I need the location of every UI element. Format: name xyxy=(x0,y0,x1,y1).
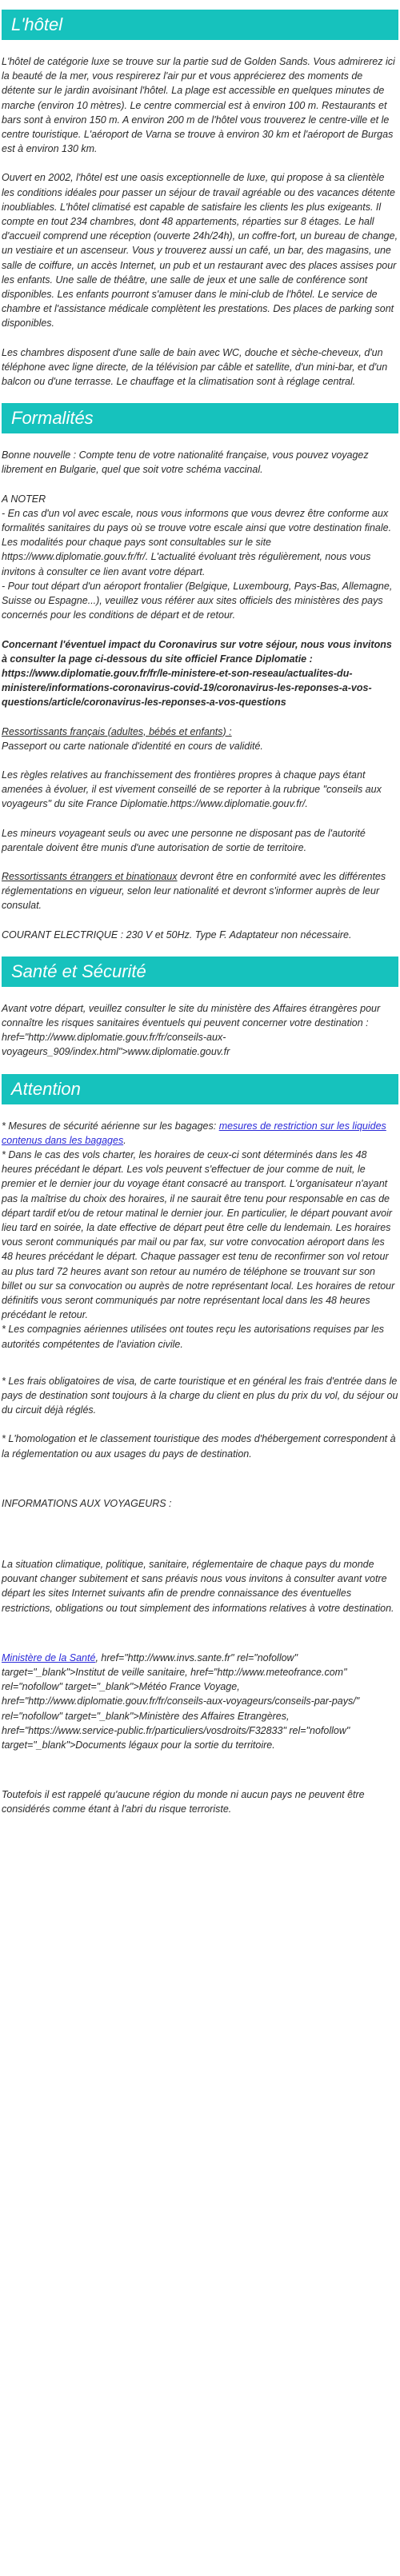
travellers-info-title: INFORMATIONS AUX VOYAGEURS : xyxy=(2,1497,172,1509)
luggage-security-prefix: * Mesures de sécurité aérienne sur les bagages: xyxy=(2,1120,219,1132)
foreign-nationals-title: Ressortissants étrangers et binationaux xyxy=(2,870,178,882)
hotel-location-paragraph: L'hôtel de catégorie luxe se trouve sur la partie sud de Golden Sands. Vous admirerez ici la beauté de la mer, vous respirerez l'air pur et vous apprécierez des moments de détente sur le jardin avoisinant l'hôtel. La plage est accessible en quelques minutes de marche (environ 10 mètres). Le centre commercial est à environ 100 m. Restaurants et bars sont à environ 150 m. A environ 200 m de l'hôtel vous trouverez le centre-ville et le centre touristique. L'aéroport de Varna se trouve à environ 30 km et l'aéroport de Burgas est à environ 130 km. xyxy=(2,56,395,155)
charter-flights-text: * Dans le cas des vols charter, les horaires de ceux-ci sont déterminés dans les 48 heures précédant le départ. Les vols peuvent s'effectuer de jour comme de nuit, le premier et le dernier jour du voyage étant consacré au transport. L'organisateur n'ayant pas la maîtrise du choix des horaires, il ne saurait être tenu pour responsable en cas de départ tardif et/ou de retour matinal le dernier jour. En particulier, le départ pouvant avoir lieu tard en soirée, la date effective de départ peut être celle du lendemain. Les horaires vous seront communiqués par mail ou par fax, sur votre convocation aéroport dans les 48 heures précédant le départ. Chaque passager est tenu de reconfirmer son vol retour au plus tard 72 heures avant son retour au numéro de téléphone se trouvant sur son billet ou sur sa convocation ou auprès de notre représentant local. Les horaires de retour définitifs vous seront communiqués par notre représentant local dans les 48 heures précédant le retour. xyxy=(2,1148,395,1321)
foreign-nationals-text: devront être en conformité avec les différentes réglementations en vigueur, selon leur nationalité et devront s'informer auprès de leur consulat. xyxy=(2,870,386,912)
electric-current: COURANT ELECTRIQUE : 230 V et 50Hz. Type F. Adaptateur non nécessaire. xyxy=(2,929,352,941)
attention-accommodation: * L'homologation et le classement touristique des modes d'hébergement correspondent à la réglementation ou aux usages du pays de destination. xyxy=(2,1433,396,1460)
useful-links xyxy=(2,1651,398,1752)
useful-links-text: , href="http://www.invs.sante.fr" rel="nofollow" target="_blank">Institut de veille sanitaire, href="http://www.meteofrance.com" rel="nofollow" target="_blank">Météo France Voyage, href="http://www.diplomatie.gouv.fr/fr/conseils-aux-voyageurs/conseils-par-pays/" rel="nofollow" target="_blank">Ministère des Affaires Etrangères, href="https://www.service-public.fr/particuliers/vosdroits/F32833" rel="nofollow" target="_blank">Documents légaux pour la sortie du territoire. xyxy=(2,1651,360,1751)
attention-flights xyxy=(2,1119,398,1352)
attention-visa-fees: * Les frais obligatoires de visa, de carte touristique et en général les frais d'entrée dans le pays de destination sont toujours à la charge du client en plus du prix du vol, du séjour ou du circuit déjà réglés. xyxy=(2,1375,398,1416)
travellers-info-text: La situation climatique, politique, sanitaire, réglementaire de chaque pays du monde pouvant changer subitement et sans préavis nous vous invitons à consulter avant votre départ les sites Internet suivants afin de prendre connaissance des éventuelles restrictions, obligations ou tout simplement des informations relatives à votre destination. xyxy=(2,1559,394,1614)
section-title-hotel: L'hôtel xyxy=(2,10,398,40)
foreign-nationals xyxy=(2,869,398,913)
note-title: A NOTER xyxy=(2,493,46,505)
covid-notice-text: Concernant l'éventuel impact du Coronavirus sur votre séjour, nous vous invitons à consulter la page ci-dessous du site officiel France Diplomatie : https://www.diplomatie.gouv.fr/fr/le-ministere-et-son-reseau/actualites-du-ministere/informations-coronavirus-covid-19/coronavirus-les-reponses-a-vos-questions/article/coronavirus-les-reponses-a-vos-questions xyxy=(2,638,392,709)
note-line: - Pour tout départ d'un aéroport frontalier (Belgique, Luxembourg, Pays-Bas, Allemagne, Suisse ou Espagne...), veuillez vous référer aux sites officiels des ministères des pays concernés pour les conditions de départ et de retour. xyxy=(2,580,393,621)
note-line: - En cas d'un vol avec escale, nous vous informons que vous devrez être conforme aux formalités sanitaires du pays où se trouve votre escale ainsi que votre destination finale. xyxy=(2,507,392,534)
french-nationals xyxy=(2,725,398,753)
french-nationals-title: Ressortissants français (adultes, bébés et enfants) : xyxy=(2,725,232,737)
hotel-rooms-paragraph: Les chambres disposent d'une salle de bain avec WC, douche et sèche-cheveux, d'un téléphone avec ligne directe, de la télévision par câble et satellite, d'un mini-bar, et d'un balcon ou d'une terrasse. Le chauffage et la climatisation sont à réglage central. xyxy=(2,346,388,388)
french-nationals-text: Passeport ou carte nationale d'identité en cours de validité. xyxy=(2,740,263,752)
formalites-note xyxy=(2,492,398,623)
minors-paragraph: Les mineurs voyageant seuls ou avec une personne ne disposant pas de l'autorité parentale doivent être munis d'une autorisation de sortie de territoire. xyxy=(2,827,366,853)
section-title-attention: Attention xyxy=(2,1074,398,1104)
ministry-health-link[interactable]: Ministère de la Santé xyxy=(2,1651,96,1663)
luggage-security-suffix: . xyxy=(123,1134,126,1146)
sante-paragraph: Avant votre départ, veuillez consulter le site du ministère des Affaires étrangères pour connaître les risques sanitaires éventuels qui peuvent concerner votre destination : href="http://www.diplomatie.gouv.fr/fr/conseils-aux-voyageurs_909/index.html">www.diplomatie.gouv.fr xyxy=(2,1002,381,1058)
border-rules-paragraph: Les règles relatives au franchissement des frontières propres à chaque pays étant amenées à évoluer, il est vivement conseillé de se reporter à la rubrique "conseils aux voyageurs" du site France Diplomatie.https://www.diplomatie.gouv.fr/. xyxy=(2,769,382,810)
hotel-description-paragraph: Ouvert en 2002, l'hôtel est une oasis exceptionnelle de luxe, qui propose à sa clientèle les conditions idéales pour passer un séjour de travail agréable ou des vacances détente inoubliables. L'hôtel climatisé est capable de satisfaire les clients les plus exigeants. Il compte en tout 234 chambres, dont 48 appartements, réparties sur 8 étages. Le hall d'accueil comprend une réception (ouverte 24h/24h), un coffre-fort, un bureau de change, un vestiaire et un ascenseur. Vous y trouverez aussi un café, un bar, des magasins, une salle de coiffure, un accès Internet, un pub et un restaurant avec des places assises pour les enfants. Une salle de théâtre, une salle de jeux et une salle de conférence sont disponibles. Les enfants pourront s'amuser dans le mini-club de l'hôtel. Le service de chambre et l'assistance médicale complètent les prestations. Des places de parking sont disponibles. xyxy=(2,172,398,329)
formalites-intro: Bonne nouvelle : Compte tenu de votre nationalité française, vous pouvez voyagez librement en Bulgarie, quel que soit votre schéma vaccinal. xyxy=(2,449,369,476)
liquids-restriction-link[interactable]: mesures de restriction sur les liquides contenus dans les bagages xyxy=(2,1120,386,1146)
covid-notice xyxy=(2,637,398,710)
airlines-text: * Les compagnies aériennes utilisées ont toutes reçu les autorisations requises par les autorités compétentes de l'aviation civile. xyxy=(2,1324,385,1350)
section-title-formalites: Formalités xyxy=(2,403,398,433)
terrorism-notice: Toutefois il est rappelé qu'aucune région du monde ni aucun pays ne peuvent être considérés comme étant à l'abri du risque terroriste. xyxy=(2,1789,365,1815)
note-line: Les modalités pour chaque pays sont consultables sur le site https://www.diplomatie.gouv.fr/fr/. L'actualité évoluant très régulièrement, nous vous invitons à consulter ce lien avant votre départ. xyxy=(2,537,371,577)
section-title-sante: Santé et Sécurité xyxy=(2,957,398,987)
